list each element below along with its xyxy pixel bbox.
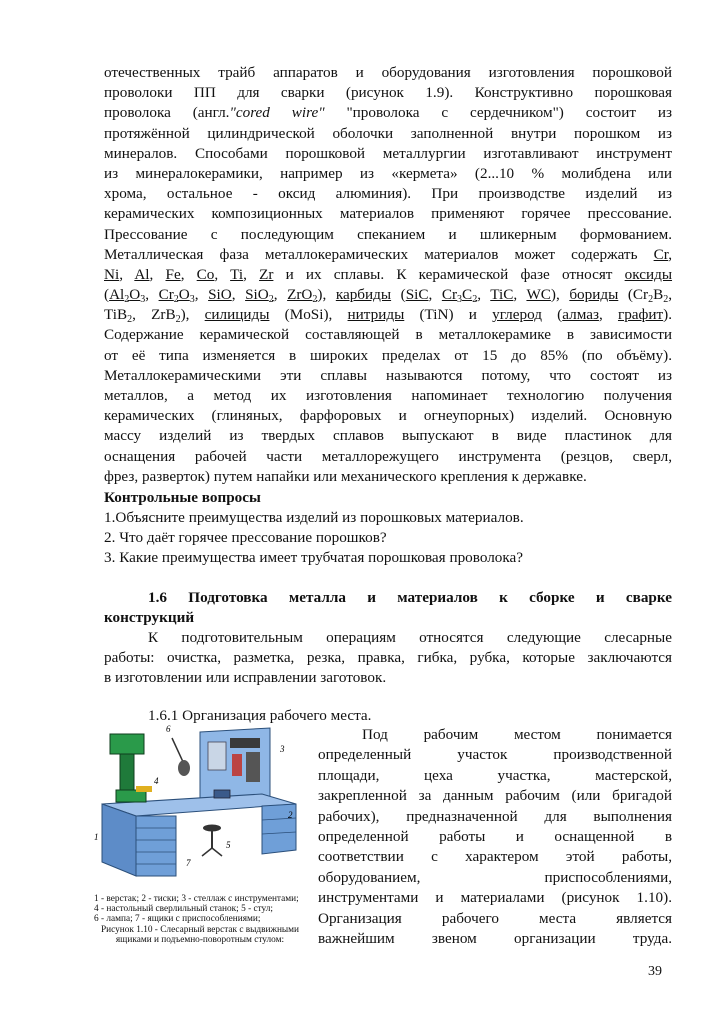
shelf: [230, 738, 260, 748]
body-paragraph: [104, 63, 672, 487]
body-line: из минералокерамики, например из «кермета» (2...10 % молибдена или: [104, 164, 672, 182]
question-item: 2. Что даёт горячее прессование порошков?: [104, 529, 387, 546]
workplace-line: определенной работы и оснащенной в: [318, 827, 672, 845]
legend-line: 1 - верстак; 2 - тиски; 3 - стеллаж с инструментами;: [94, 894, 299, 904]
body-line: отечественных трайб аппаратов и оборудования изготовления порошковой: [104, 64, 672, 81]
intro-line: К подготовительным операциям относятся следующие слесарные: [148, 629, 672, 646]
body-line: минералов. Способами порошковой металлургии изготавливают инструмент: [104, 144, 672, 162]
body-line: Прессование с последующим спеканием и шликерным формованием.: [104, 225, 672, 243]
body-line: проволока (англ."cored wire" "проволока с сердечником") состоит из: [104, 104, 672, 122]
questions-title: Контрольные вопросы: [104, 489, 261, 506]
body-line: протяжённой цилиндрической оболочки заполненной внутри порошком из: [104, 124, 672, 142]
body-line: проволоки ПП для сварки (рисунок 1.9). Конструктивно порошковая: [104, 84, 672, 102]
lamp-arm: [172, 738, 184, 764]
body-line: оснащения рабочей части металлорежущего инструмента (резцов, сверл,: [104, 447, 672, 465]
figure-label: 5: [226, 840, 231, 850]
tool-rack: [208, 742, 226, 770]
figure-label: 7: [186, 858, 191, 868]
figure-legend: [94, 894, 306, 945]
caption-line: ящиками и подъемно-поворотным стулом:: [115, 934, 285, 945]
legend-line: 4 - настольный сверлильный станок; 5 - стул;: [94, 904, 274, 915]
tool-item: [246, 752, 260, 782]
workplace-line: Организация рабочего места является: [318, 909, 672, 927]
workplace-line: рабочих), предназначенной для выполнения: [318, 807, 672, 825]
drill-parts: [136, 786, 152, 792]
body-line: металлов, а метод их изготовления напоминает технологию получения: [104, 387, 672, 404]
tool-item: [232, 754, 242, 776]
intro-paragraph: [104, 628, 672, 689]
legend-line: 6 - лампа; 7 - ящики с приспособлениями;: [94, 914, 261, 925]
stool-seat: [203, 825, 221, 832]
body-line: Содержание керамической составляющей в металлокерамике в зависимости: [104, 326, 672, 344]
body-line: Металлокерамическими эти сплавы называются потому, что состоят из: [104, 366, 672, 384]
workbench-illustration: [92, 724, 314, 894]
subsection-title: 1.6.1 Организация рабочего места.: [148, 707, 372, 724]
workplace-line: определенный участок производственной: [318, 746, 672, 764]
lamp: [178, 760, 190, 776]
body-line: хрома, остальное - оксид алюминия). При производстве изделий из: [104, 185, 672, 203]
question-item: 1.Объясните преимущества изделий из порошковых материалов.: [104, 509, 524, 526]
body-line: от её типа изменяется в широких пределах от 15 до 85% (по объёму).: [104, 346, 672, 364]
body-line: керамических (глиняных, фарфоровых и огнеупорных) изделий. Основную: [104, 407, 672, 425]
section-heading-line: 1.6 Подготовка металла и материалов к сборке и сварке: [148, 589, 672, 606]
body-line: Ni, Al, Fe, Co, Ti, Zr и их сплавы. К керамической фазе относят оксиды: [104, 265, 673, 283]
figure-label: 3: [280, 744, 285, 754]
workplace-line: соответствии с характером этой работы,: [318, 848, 672, 866]
workplace-line: оборудованием, приспособлениями,: [318, 868, 672, 886]
body-line: фрез, разверток) путем напайки или механического крепления к державке.: [104, 467, 587, 485]
workplace-line: площади, цеха участка, мастерской,: [318, 766, 672, 784]
body-line: керамических композиционных материалов применяют горячее прессование.: [104, 205, 672, 223]
figure-label: 4: [154, 776, 159, 786]
drill-head: [110, 734, 144, 754]
figure-label: 1: [94, 832, 99, 842]
vise: [214, 790, 230, 798]
question-item: 3. Какие преимущества имеет трубчатая порошковая проволока?: [104, 549, 524, 566]
workplace-paragraph: [318, 725, 672, 949]
body-line: ($Al_2O_3$, $Cr_2O_3$, SiO, SiO$_2$, ZrO$_2$), карбиды (SiC, $Cr_3C_2$, TiC, WC), бориды ($Cr_2B_2$,: [104, 286, 673, 306]
intro-line: работы: очистка, разметка, резка, правка, гибка, рубка, которые заключаются: [104, 649, 672, 667]
section-heading: [104, 588, 672, 628]
figure-label: 6: [166, 724, 171, 734]
workplace-line: Под рабочим местом понимается: [362, 726, 672, 743]
intro-line: в изготовлении или исправлении заготовок.: [104, 669, 387, 687]
page-number: 39: [648, 964, 662, 979]
body-line: Металлическая фаза металлокерамических материалов может содержать Cr,: [104, 245, 672, 263]
drawer-cabinet: [136, 816, 176, 876]
workplace-line: закрепленной за данным рабочим (или бригадой: [318, 787, 672, 805]
body-line: массу изделий из твердых сплавов выпускают в виде пластинок для: [104, 427, 672, 445]
drawer-cabinet-side: [102, 804, 136, 876]
workplace-line: инструментами и материалами (рисунок 1.10).: [318, 889, 672, 907]
workplace-line: важнейшим звеном организации труда.: [318, 929, 672, 947]
section-heading-line: конструкций: [104, 609, 195, 626]
body-line: TiB$_2$, ZrB$_2$), силициды (MoSi), нитриды (TiN) и углерод (алмаз, графит).: [104, 306, 672, 326]
figure-label: 2: [288, 810, 293, 820]
caption-line: Рисунок 1.10 - Слесарный верстак с выдвижными: [100, 924, 300, 935]
